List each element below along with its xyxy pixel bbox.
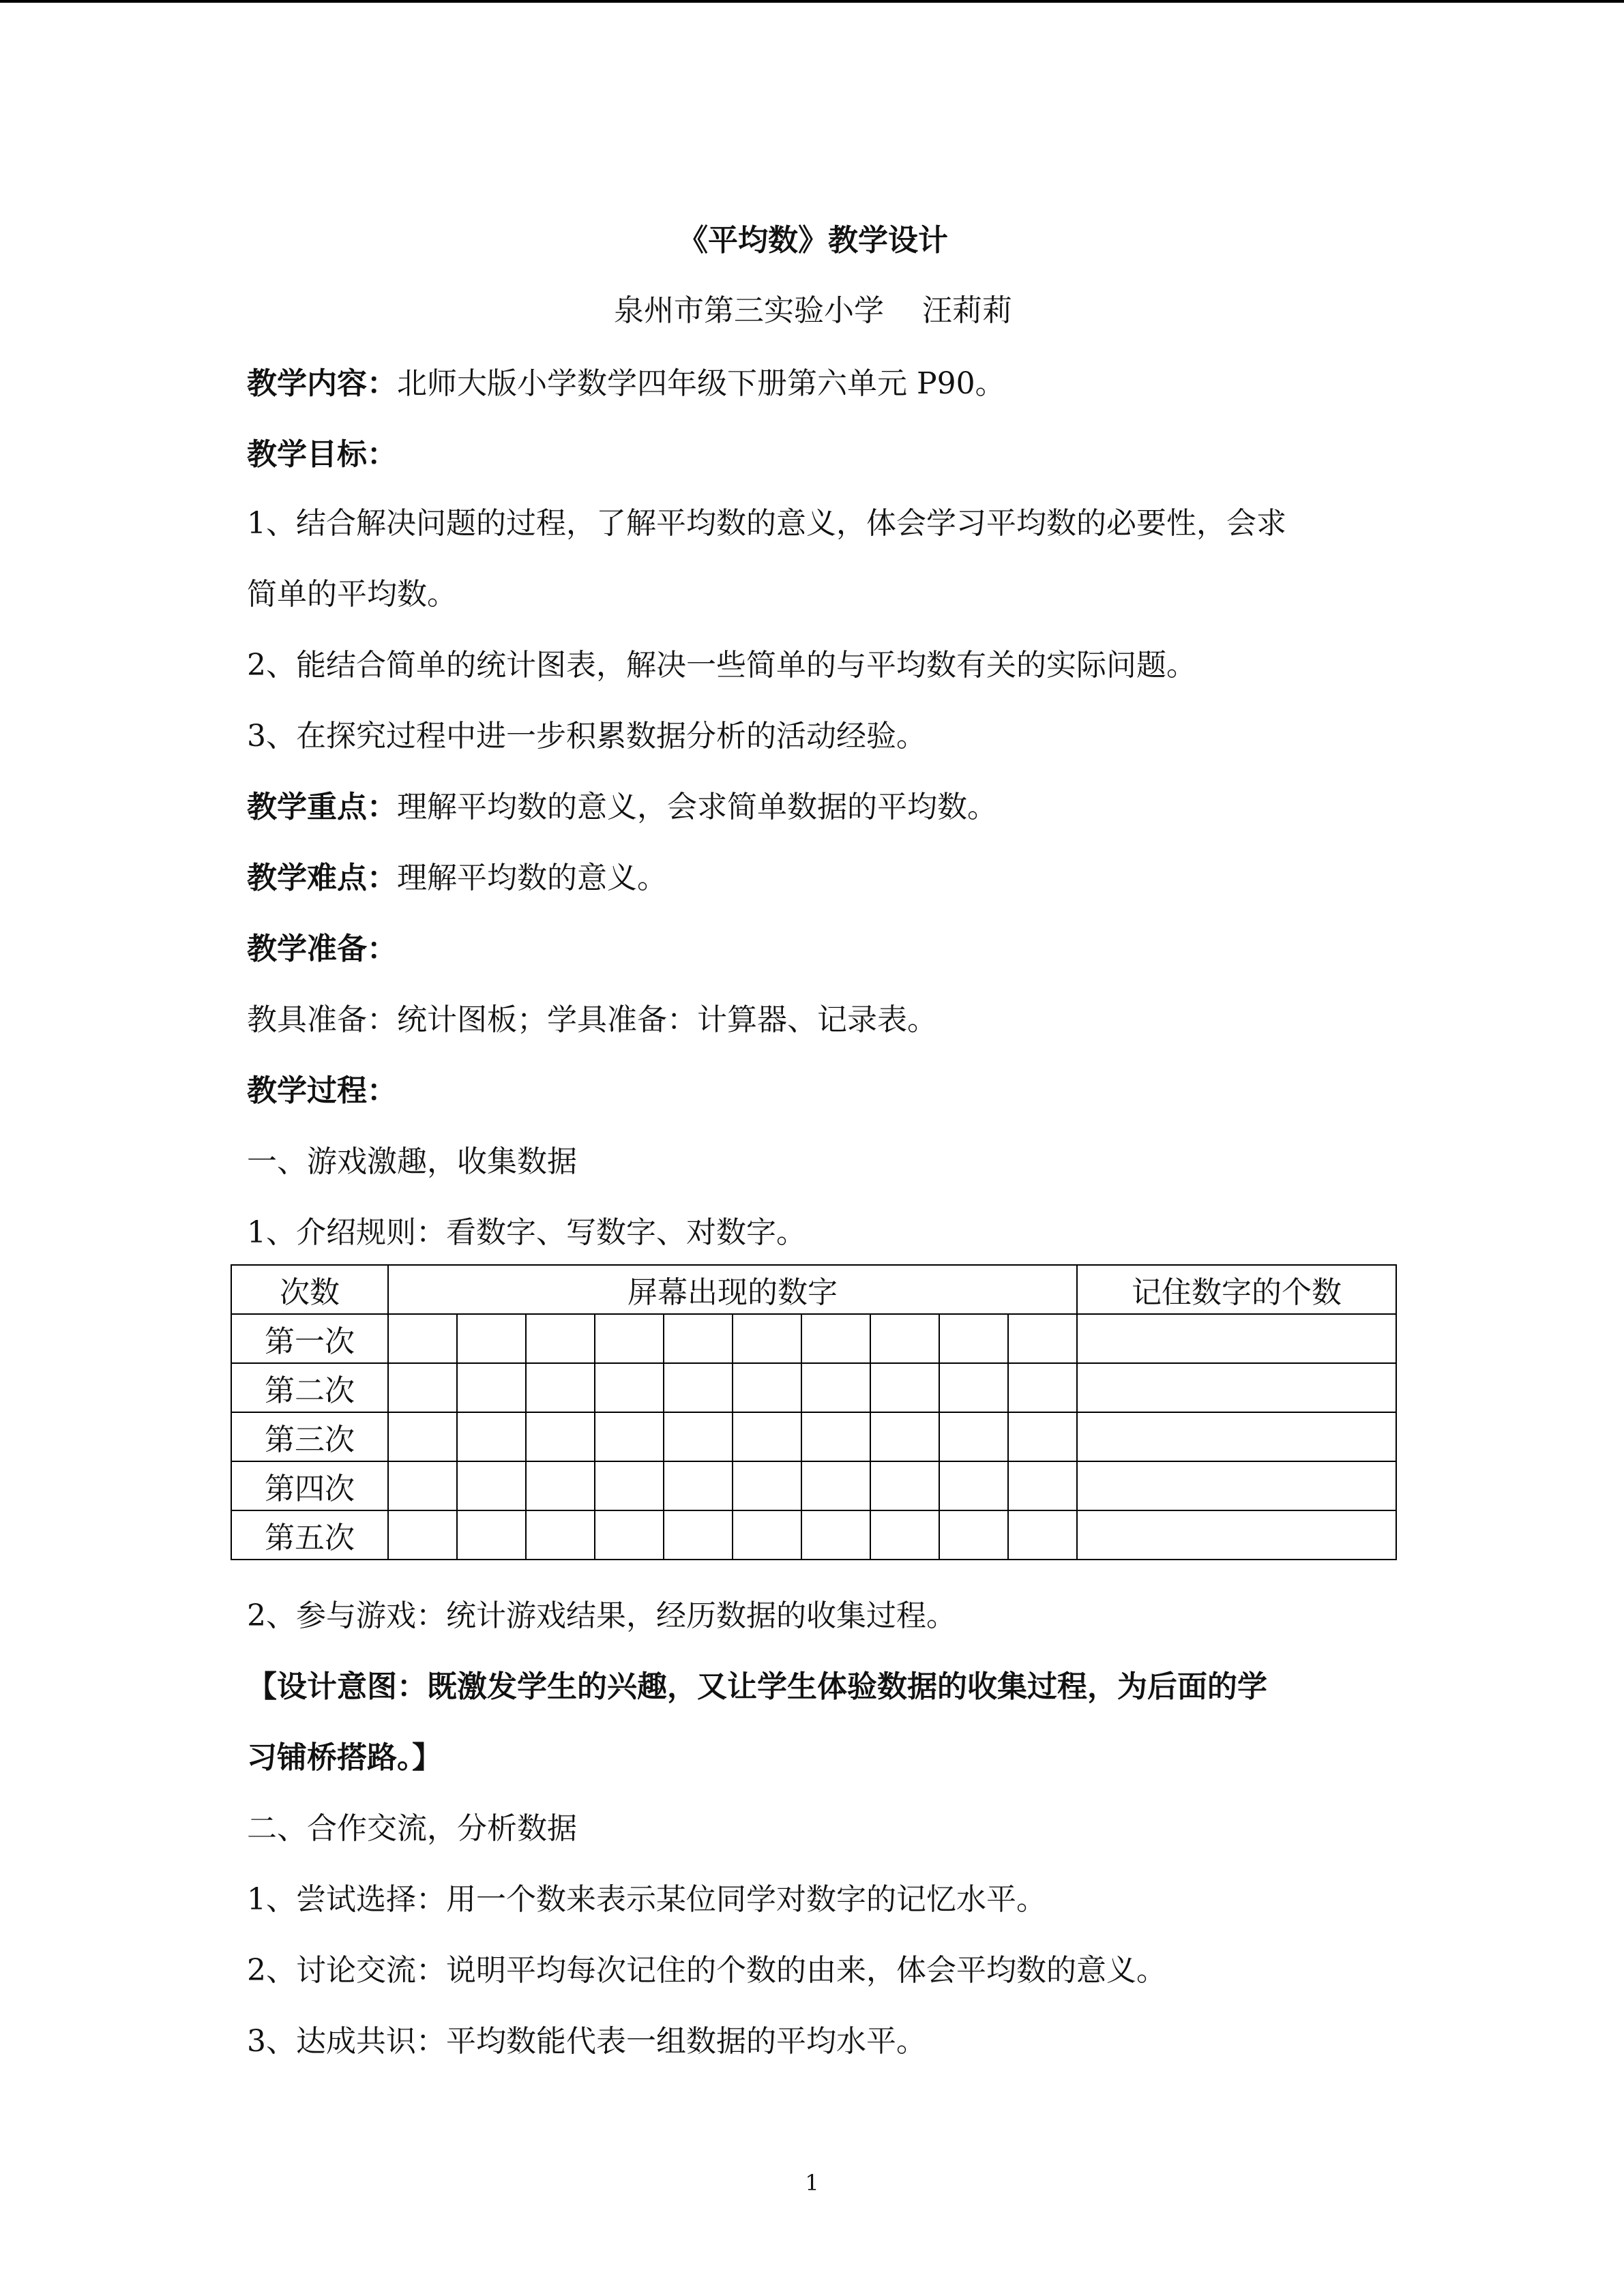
table-row (231, 1510, 1396, 1560)
goal-3: 3、在探究过程中进一步积累数据分析的活动经验。 (247, 719, 926, 754)
table-cell (733, 1461, 801, 1510)
key-point-text: 理解平均数的意义，会求简单数据的平均数。 (397, 790, 997, 824)
table-cell (801, 1363, 870, 1412)
table-cell (457, 1363, 526, 1412)
table-row (231, 1314, 1396, 1363)
table-cell (870, 1510, 939, 1560)
table-cell (1008, 1461, 1077, 1510)
record-table (231, 1264, 1397, 1560)
row-label: 第三次 (231, 1412, 388, 1461)
table-cell (388, 1510, 457, 1560)
top-border-rule (0, 0, 1624, 3)
table-row (231, 1461, 1396, 1510)
table-cell (1077, 1461, 1396, 1510)
table-cell (595, 1363, 664, 1412)
header-remembered-count: 记住数字的个数 (1077, 1265, 1396, 1314)
step-1-2: 2、参与游戏：统计游戏结果，经历数据的收集过程。 (247, 1598, 956, 1633)
table-cell (526, 1363, 595, 1412)
table-cell (939, 1363, 1008, 1412)
table-cell (457, 1510, 526, 1560)
teaching-content (247, 363, 1005, 404)
header-screen-numbers: 屏幕出现的数字 (388, 1265, 1077, 1314)
author-line: 泉州市第三实验小学 汪莉莉 (614, 293, 1012, 328)
row-label: 第五次 (231, 1510, 388, 1560)
table-cell (1008, 1412, 1077, 1461)
row-label: 第二次 (231, 1363, 388, 1412)
table-cell (801, 1314, 870, 1363)
step-2-1: 1、尝试选择：用一个数来表示某位同学对数字的记忆水平。 (247, 1882, 1046, 1917)
table-cell (526, 1461, 595, 1510)
step-1-1: 1、介绍规则：看数字、写数字、对数字。 (247, 1215, 806, 1250)
table-cell (870, 1412, 939, 1461)
table-cell (939, 1314, 1008, 1363)
teaching-prep-label: 教学准备： (247, 931, 397, 966)
section-2-heading: 二、合作交流，分析数据 (247, 1811, 577, 1846)
step-2-2: 2、讨论交流：说明平均每次记住的个数的由来，体会平均数的意义。 (247, 1953, 1166, 1988)
header-count: 次数 (231, 1265, 388, 1314)
table-cell (388, 1363, 457, 1412)
table-cell (595, 1461, 664, 1510)
document-title: 《平均数》教学设计 (678, 223, 948, 258)
difficulty-label: 教学难点： (247, 861, 397, 895)
difficulty-text: 理解平均数的意义。 (397, 861, 667, 895)
table-cell (939, 1510, 1008, 1560)
table-cell (388, 1314, 457, 1363)
table-row (231, 1412, 1396, 1461)
table-cell (1008, 1314, 1077, 1363)
design-intent-line-1: 【设计意图：既激发学生的兴趣，又让学生体验数据的收集过程，为后面的学 (247, 1669, 1267, 1704)
table-cell (733, 1510, 801, 1560)
table-cell (388, 1412, 457, 1461)
table-cell (939, 1461, 1008, 1510)
table-cell (595, 1314, 664, 1363)
table-cell (870, 1363, 939, 1412)
table-row (231, 1363, 1396, 1412)
table-cell (733, 1314, 801, 1363)
table-cell (595, 1510, 664, 1560)
table-cell (801, 1412, 870, 1461)
table-cell (526, 1412, 595, 1461)
page-number: 1 (805, 2170, 819, 2196)
key-point-label: 教学重点： (247, 790, 397, 824)
teaching-key-point (247, 787, 997, 828)
table-cell (1077, 1314, 1396, 1363)
goal-1-line-2: 简单的平均数。 (247, 577, 457, 612)
teaching-process-label: 教学过程： (247, 1073, 397, 1108)
table-cell (870, 1314, 939, 1363)
table-cell (664, 1363, 733, 1412)
table-cell (664, 1314, 733, 1363)
table-cell (733, 1412, 801, 1461)
table-cell (1077, 1363, 1396, 1412)
table-cell (457, 1412, 526, 1461)
table-cell (526, 1314, 595, 1363)
step-2-3: 3、达成共识：平均数能代表一组数据的平均水平。 (247, 2024, 926, 2059)
table-cell (457, 1461, 526, 1510)
section-1-heading: 一、游戏激趣，收集数据 (247, 1144, 577, 1179)
row-label: 第四次 (231, 1461, 388, 1510)
teaching-goals-label: 教学目标： (247, 437, 397, 472)
teaching-content-label: 教学内容： (247, 366, 397, 401)
row-label: 第一次 (231, 1314, 388, 1363)
table-cell (388, 1461, 457, 1510)
table-cell (664, 1412, 733, 1461)
table-cell (801, 1461, 870, 1510)
table-cell (1077, 1412, 1396, 1461)
table-cell (870, 1461, 939, 1510)
table-cell (664, 1510, 733, 1560)
goal-1-line-1: 1、结合解决问题的过程，了解平均数的意义，体会学习平均数的必要性，会求 (247, 506, 1286, 541)
table-cell (939, 1412, 1008, 1461)
table-cell (595, 1412, 664, 1461)
teaching-content-text: 北师大版小学数学四年级下册第六单元 P90。 (397, 366, 1005, 401)
table-cell (733, 1363, 801, 1412)
table-cell (801, 1510, 870, 1560)
table-cell (526, 1510, 595, 1560)
table-header-row (231, 1265, 1396, 1314)
table-cell (664, 1461, 733, 1510)
goal-2: 2、能结合简单的统计图表，解决一些简单的与平均数有关的实际问题。 (247, 648, 1196, 683)
table-cell (1008, 1363, 1077, 1412)
table-cell (457, 1314, 526, 1363)
table-cell (1008, 1510, 1077, 1560)
teaching-prep-text: 教具准备：统计图板；学具准备：计算器、记录表。 (247, 1002, 937, 1037)
table-cell (1077, 1510, 1396, 1560)
teaching-difficulty (247, 858, 667, 899)
design-intent-line-2: 习铺桥搭路。】 (247, 1740, 442, 1775)
